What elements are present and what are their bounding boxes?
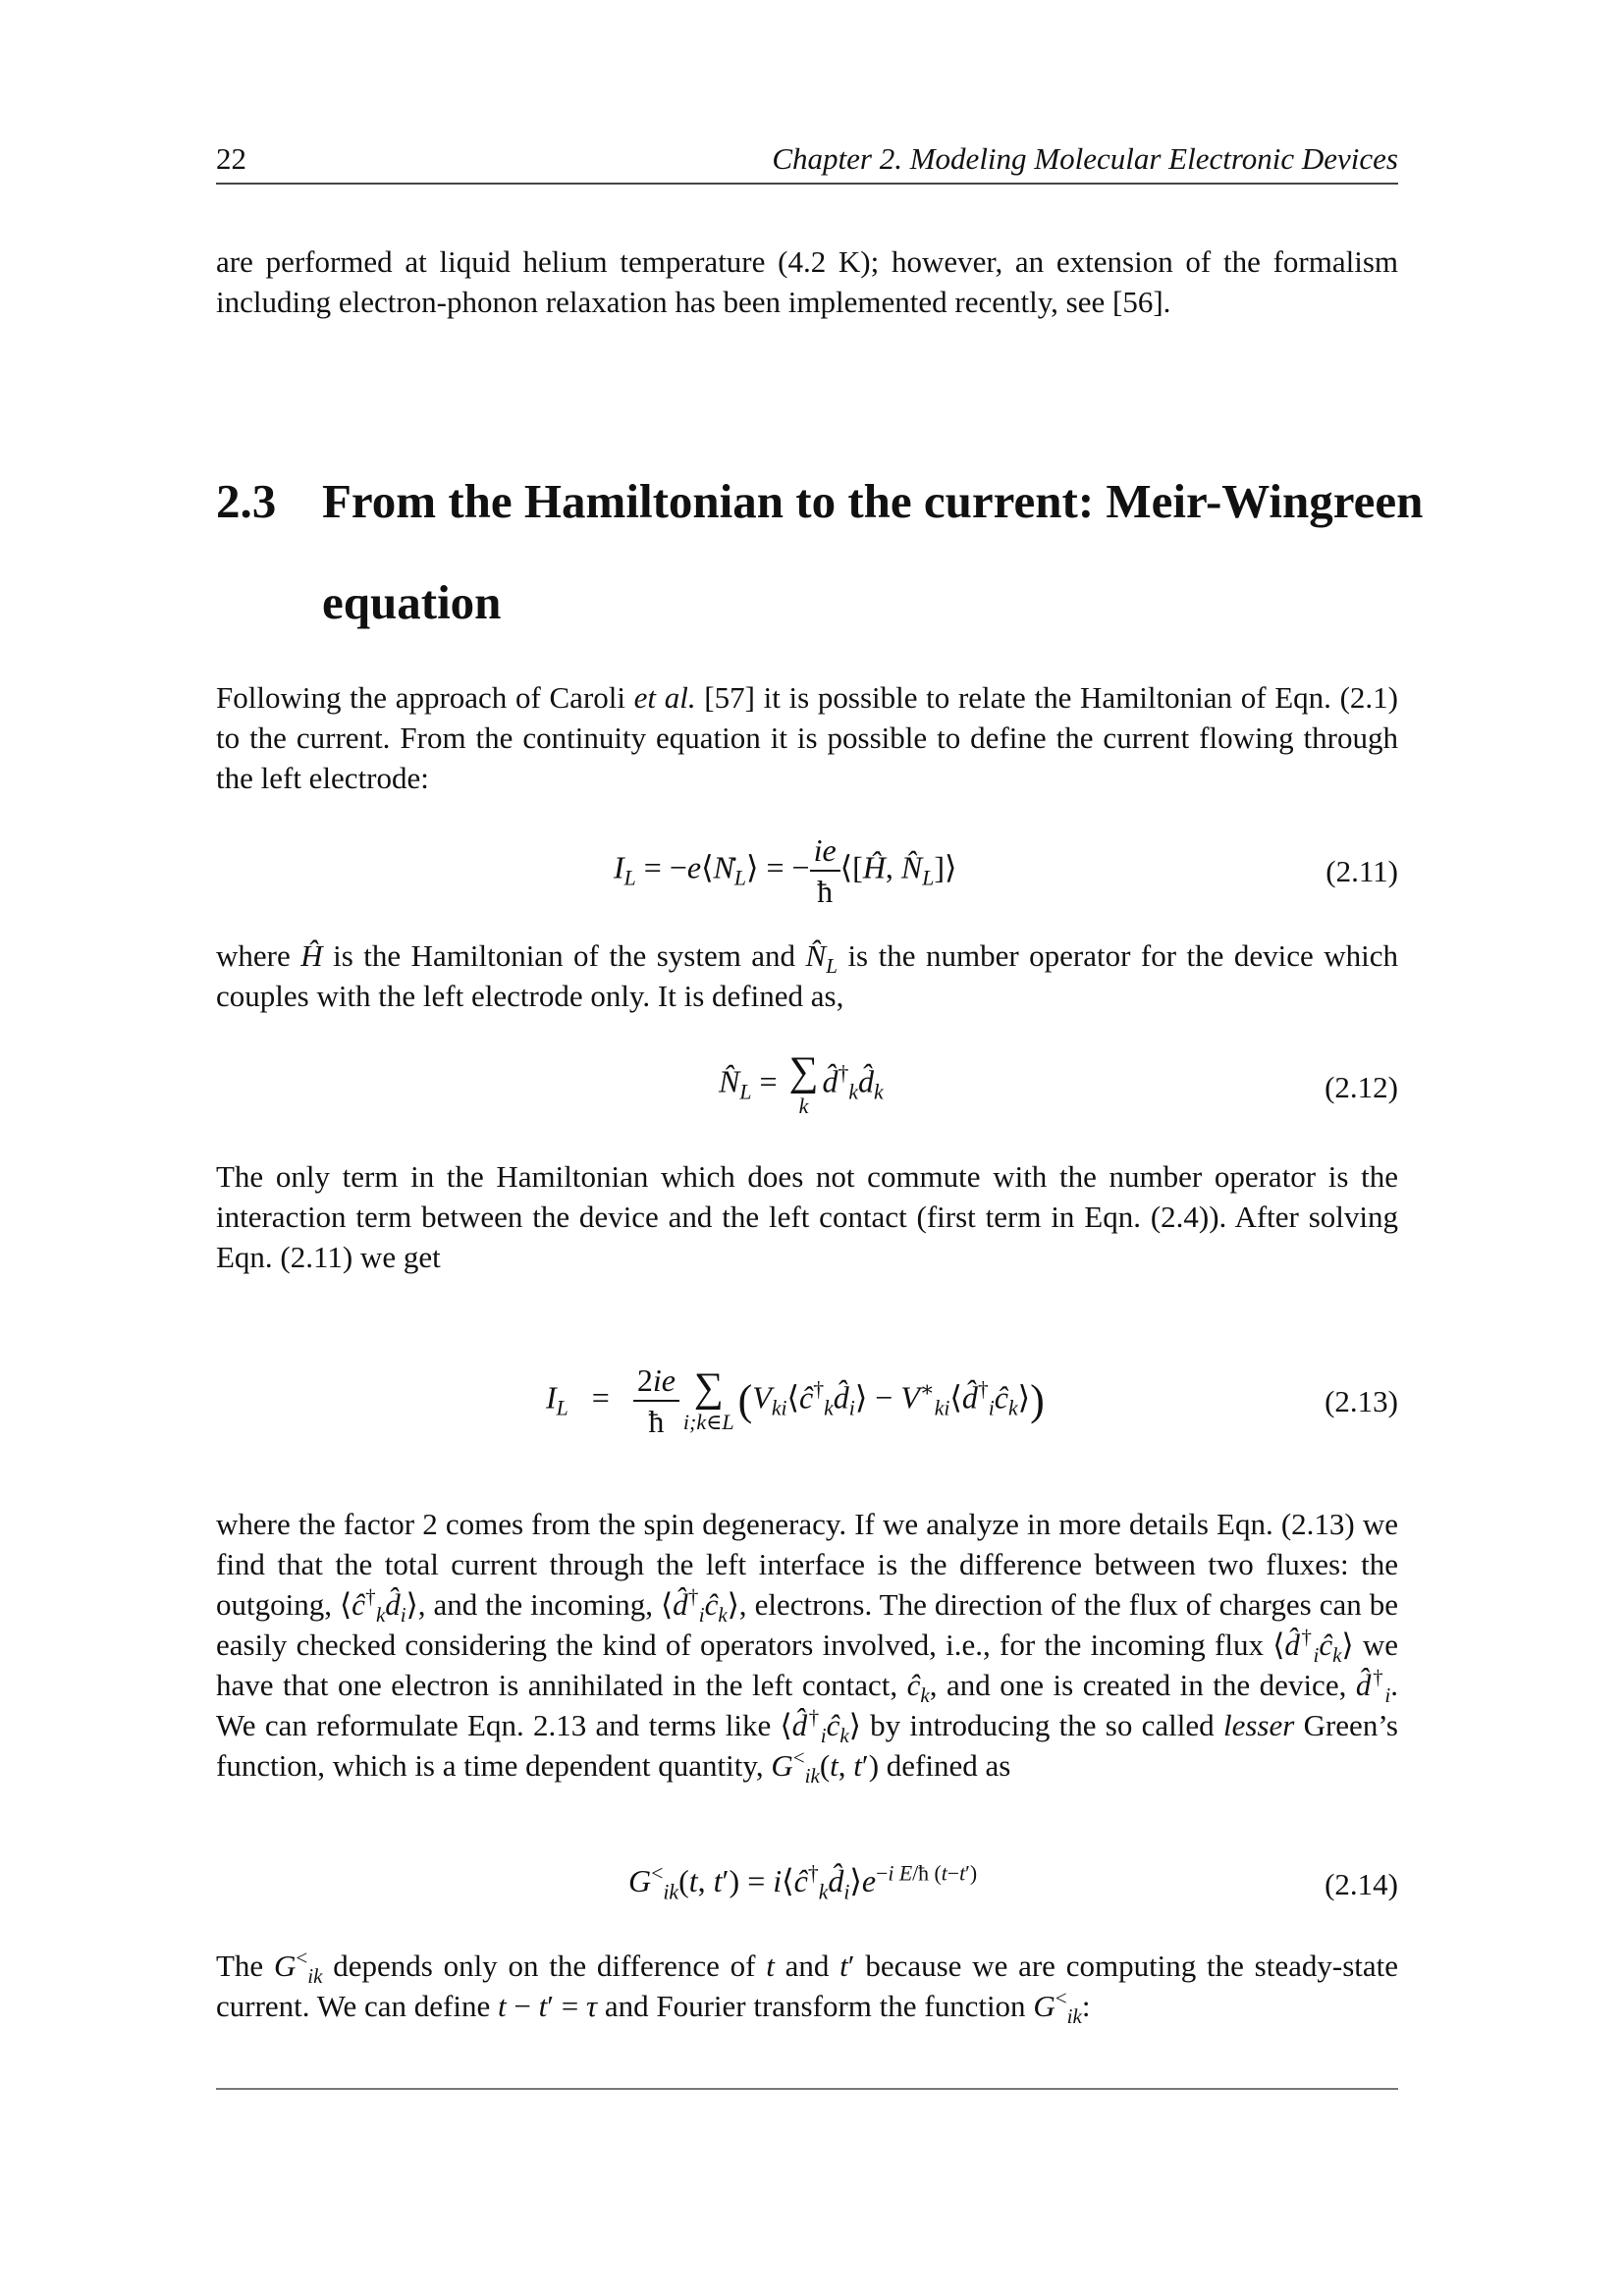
paragraph-intro: are performed at liquid helium temperature (4.2 K); however, an extension of the formalism including electron-phonon relaxation has been implemented recently, see [56]. xyxy=(216,244,1398,319)
equation-2-13-body: $I_L$ = $\frac{2ie}{ħ}$ ∑ i;k∈L ($V_{ki}⟨ĉ^\dagger_kd̂_i⟩$ − $V^∗_{ki}⟨d̂^\dagger_iĉ_k⟩$) xyxy=(546,1362,1045,1439)
section-number: 2.3 xyxy=(216,474,277,528)
equation-2-11 xyxy=(216,830,1398,925)
section-heading xyxy=(216,473,1424,630)
equation-number-2-12: (2.12) xyxy=(1325,1070,1398,1104)
chapter-title: Chapter 2. Modeling Molecular Electronic Devices xyxy=(772,141,1398,176)
equation-2-14-body: $G^<_{ik}(t$, $t') = i⟨ĉ^\dagger_kd̂_i⟩e^{-i E/ħ (t-t')}$ xyxy=(628,1861,978,1904)
paragraph-spin-degeneracy: where the factor 2 comes from the spin degeneracy. If we analyze in more details Eqn. (2.13) we find that the total current through the left interface is the difference between two fluxes: the outgoing, $⟨ĉ^\dagger_kd̂_i⟩$, and the incoming, $⟨d̂^\dagger_iĉ_k⟩$, electrons. The direction of the flux of charges can be easily checked considering the kind of operators involved, i.e., for the incoming flux $⟨d̂^\dagger_iĉ_k⟩$ we have that one electron is annihilated in the left contact, $ĉ_k$, and one is created in the device, $d̂^\dagger_i$. We can reformulate Eqn. 2.13 and terms like $⟨d̂^\dagger_iĉ_k⟩$ by introducing the so called lesser Green’s function, which is a time dependent quantity, $G^<_{ik}(t$, t′) defined as xyxy=(216,1507,1399,1789)
paragraph-hamiltonian-def: where Ĥ is the Hamiltonian of the system and $N̂_L$ is the number operator for the device which couples with the left electrode only. It is defined as, xyxy=(216,938,1398,1013)
page-number: 22 xyxy=(216,141,246,176)
equation-2-11-body: $I_L$ = $-e⟨N_L⟩$ = − $\frac{ie}{ħ}$ ⟨[Ĥ, $N̂_L]⟩$ xyxy=(614,832,957,909)
section-title-line-1: From the Hamiltonian to the current: Meir-Wingreen xyxy=(322,474,1424,528)
equation-number-2-14: (2.14) xyxy=(1325,1867,1398,1901)
section-title-line-2: equation xyxy=(322,575,502,629)
equation-number-2-13: (2.13) xyxy=(1325,1384,1398,1418)
paragraph-steady-state: The $G^<_{ik}$ depends only on the difference of t and t′ because we are computing the steady-state current. We can define t − t′ = τ and Fourier transform the function $G^<_{ik}$: xyxy=(216,1946,1399,2029)
running-header xyxy=(216,137,1398,185)
footer-rule xyxy=(216,2088,1398,2090)
equation-2-12-body: $N̂_L$ = ∑ k $d̂^\dagger_kd̂_k$ xyxy=(719,1049,884,1118)
equation-2-13 xyxy=(216,1361,1398,1455)
equation-number-2-11: (2.11) xyxy=(1325,854,1398,888)
paragraph-caroli: Following the approach of Caroli et al. [57] it is possible to relate the Hamiltonian of Eqn. (2.1) to the current. From the continuity equation it is possible to define the current flowing through the left electrode: xyxy=(216,680,1398,795)
paragraph-commute: The only term in the Hamiltonian which does not commute with the number operator is the interaction term between the device and the left contact (first term in Eqn. (2.4)). After solving Eqn. (2.11) we get xyxy=(216,1159,1398,1274)
equation-2-12 xyxy=(216,1050,1398,1145)
